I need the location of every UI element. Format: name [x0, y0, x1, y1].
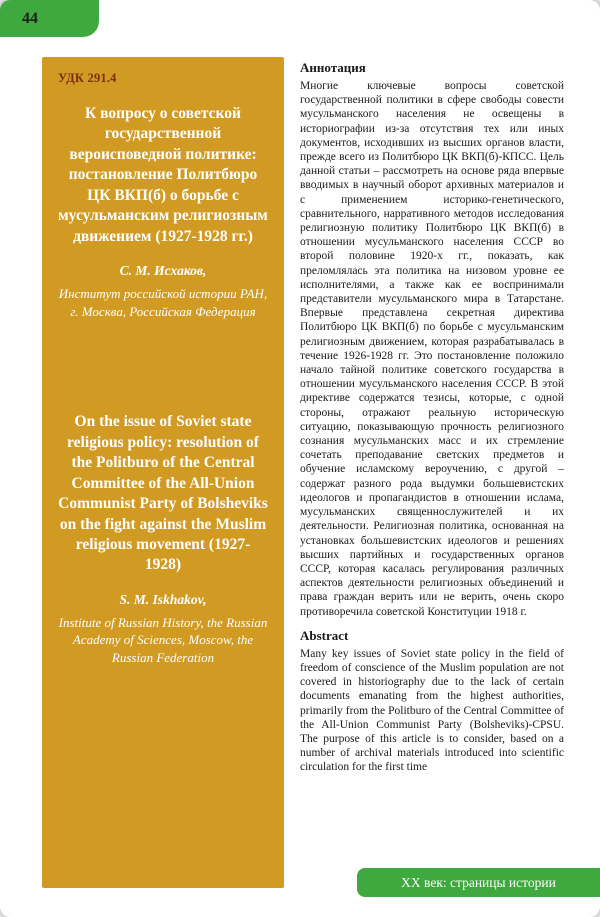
- page-number: 44: [22, 9, 38, 27]
- page-number-tab: [0, 0, 99, 37]
- author-name-ru: С. М. Исхаков,: [119, 263, 207, 279]
- article-title-ru: К вопросу о советской государственной вероисповедной политике: постановление Политбюро ЦК ВКП(б) о борьбе с мусульманским религиозным движением (1927-1928 гг.): [58, 105, 268, 245]
- author-affiliation-en: Institute of Russian History, the Russian Academy of Sciences, Moscow, the Russian Federation: [58, 614, 268, 665]
- abstract-heading: Abstract: [300, 627, 349, 643]
- section-footer-label: XX век: страницы истории: [401, 874, 556, 890]
- author-name-en: S. M. Iskhakov,: [119, 591, 207, 607]
- annotation-text: Многие ключевые вопросы советской государственной политики в сфере свободы совести мусульманского населения не освещены в историографии из-за отсутствия тех или иных документов, исходивших из высших органов власти, прежде всего из Политбюро ЦК ВКП(б)-КПСС. Цель данной статьи – рассмотреть на основе ряда впервые вводимых в научный оборот архивных материалов и с применением историко-генетического, сравнительного, нарративного методов исследования религиозную политику Политбюро ЦК ВКП(б) в отношении мусульманского населения СССР во второй половине 1920-х гг., показать, как преломлялась эта политика на низовом уровне ее исполнителями, а также как ее воспринимали представители мусульманского мира в Татарстане. Впервые представлена секретная директива Политбюро ЦК ВКП(б) по борьбе с мусульманским религиозным движением, которая разрабатывалась в течение 1926-1928 гг. Это постановление положило начало тайной политике советского государства в отношении мусульманского населения СССР. В этой директиве содержатся тезисы, которые, с одной стороны, отражают реальную историческую ситуацию, показывающую прочность религиозного сознания мусульманских масс и их стремление сочетать преподавание светских предметов и обучение исламскому вероучению, с другой – содержат разного рода выдумки большевистских идеологов и пропагандистов в отношении ислама, мусульманских священнослужителей и их деятельности. Религиозная политика, основанная на установках большевистских идеологов и решениях высших партийных и государственных органов СССР, которая касалась регулирования различных аспектов деятельности религиозных объединений и права граждан верить или не верить, очень скоро противоречила советской Конституции 1918 г.: [300, 80, 564, 618]
- article-title-panel: [42, 57, 284, 888]
- abstract-text: Many key issues of Soviet state policy in the field of freedom of conscience of the Muslim population are not covered in historiography due to the lack of certain documents emanating from the highest authorities, primarily from the Politburo of the Central Committee of the All-Union Communist Party (Bolsheviks)-CPSU. The purpose of this article is to consider, based on a number of archival materials introduced into scientific circulation for the first time: [300, 647, 564, 774]
- udc-code: УДК 291.4: [58, 71, 117, 85]
- abstracts-column: [300, 60, 564, 784]
- section-footer-bar: [357, 868, 600, 897]
- article-title-en: On the issue of Soviet state religious policy: resolution of the Politburo of the Central Committee of the All-Union Communist Party of Bolsheviks on the fight against the Muslim religious movement (1927-1928): [58, 413, 268, 574]
- annotation-heading: Аннотация: [300, 60, 366, 75]
- author-affiliation-ru: Институт российской истории РАН, г. Москва, Российская Федерация: [58, 286, 268, 319]
